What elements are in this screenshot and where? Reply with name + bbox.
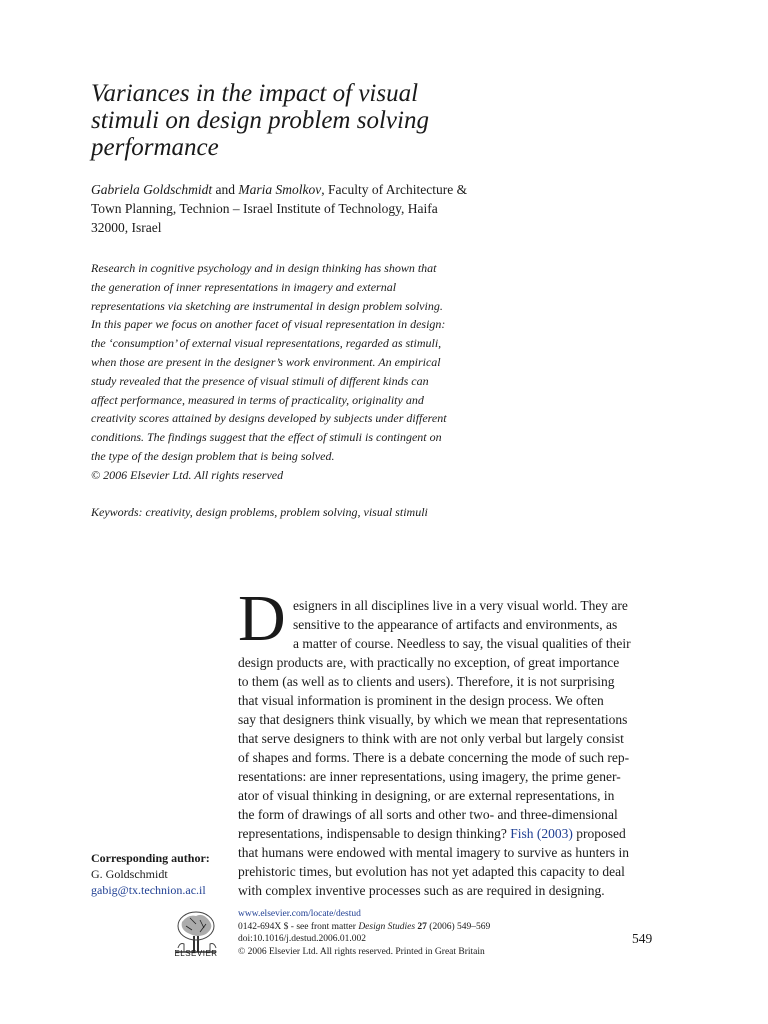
corresponding-author-name: G. Goldschmidt <box>91 867 168 881</box>
corresponding-author-email[interactable]: gabig@tx.technion.ac.il <box>91 883 206 897</box>
body-line: sensitive to the appearance of artifacts and environments, as <box>293 617 618 632</box>
abstract-line: the generation of inner representations in imagery and external <box>91 279 397 294</box>
footer-issn-line: 0142-694X $ - see front matter Design Studies 27 (2006) 549–569 <box>238 921 491 932</box>
abstract-line: when those are present in the designer’s work environment. An empirical <box>91 354 441 369</box>
article-title <box>91 80 531 161</box>
abstract-line: affect performance, measured in terms of practicality, originality and <box>91 392 424 407</box>
body-line: a matter of course. Needless to say, the visual qualities of their <box>293 636 631 651</box>
keywords: Keywords: creativity, design problems, problem solving, visual stimuli <box>91 505 428 519</box>
author-name: Gabriela Goldschmidt <box>91 182 213 197</box>
abstract-line: study revealed that the presence of visual stimuli of different kinds can <box>91 373 429 388</box>
body-line: that serve designers to think with are not only verbal but largely consist <box>238 731 624 746</box>
body-line: esigners in all disciplines live in a very visual world. They are <box>293 598 628 613</box>
title-line: stimuli on design problem solving <box>91 107 429 134</box>
body-line: say that designers think visually, by which we mean that representations <box>238 712 628 727</box>
abstract-line: Research in cognitive psychology and in design thinking has shown that <box>91 261 437 275</box>
elsevier-logo-text: ELSEVIER <box>174 949 218 958</box>
affiliation: , Faculty of Architecture & <box>321 182 468 197</box>
abstract-line: creativity scores attained by designs developed by subjects under different <box>91 411 447 426</box>
body-line: ator of visual thinking in designing, or are external representations, in <box>238 788 615 803</box>
body-line: resentations: are inner representations, using imagery, the prime gener- <box>238 769 621 784</box>
drop-cap: D <box>238 582 286 655</box>
author-block: Gabriela Goldschmidt and Maria Smolkov, Faculty of Architecture & Town Planning, Technion – Israel Institute of Technology, Haifa 32000, Israel <box>91 180 541 237</box>
author-name: Maria Smolkov <box>238 182 322 197</box>
abstract-copyright: © 2006 Elsevier Ltd. All rights reserved <box>91 467 284 482</box>
body-paragraph <box>238 596 658 900</box>
journal-url-link[interactable]: www.elsevier.com/locate/destud <box>238 909 361 919</box>
body-line: design products are, with practically no exception, of great importance <box>238 655 620 670</box>
abstract <box>91 259 521 485</box>
body-line: of shapes and forms. There is a debate concerning the mode of such rep- <box>238 750 630 765</box>
body-line: that visual information is prominent in the design process. We often <box>238 693 604 708</box>
corresponding-author-label: Corresponding author: <box>91 851 210 865</box>
page-number: 549 <box>632 931 653 946</box>
affiliation: Town Planning, Technion – Israel Institute of Technology, Haifa <box>91 201 438 216</box>
title-line: Variances in the impact of visual <box>91 80 419 107</box>
title-line: performance <box>91 134 219 161</box>
abstract-line: the ‘consumption’ of external visual representations, regarded as stimuli, <box>91 336 442 351</box>
footer-doi: doi:10.1016/j.destud.2006.01.002 <box>238 934 366 944</box>
body-line: to them (as well as to clients and users). Therefore, it is not surprising <box>238 674 615 689</box>
affiliation: 32000, Israel <box>91 220 162 235</box>
abstract-line: representations via sketching are instrumental in design problem solving. <box>91 298 443 313</box>
footer-block <box>238 908 658 958</box>
abstract-line: In this paper we focus on another facet of visual representation in design: <box>91 317 446 332</box>
corresponding-author-block <box>91 850 241 898</box>
abstract-line: the type of the design problem that is being solved. <box>91 448 335 463</box>
footer-copyright: © 2006 Elsevier Ltd. All rights reserved. Printed in Great Britain <box>238 946 485 957</box>
body-line: the form of drawings of all sorts and other two- and three-dimensional <box>238 807 618 822</box>
body-line: representations, indispensable to design thinking? Fish (2003) proposed <box>238 826 626 841</box>
citation-link-fish-2003[interactable]: Fish (2003) <box>510 826 573 841</box>
body-line: with complex inventive processes such as are required in designing. <box>238 883 605 898</box>
body-line: prehistoric times, but evolution has not yet adapted this capacity to deal <box>238 864 625 879</box>
body-line: that humans were endowed with mental imagery to survive as hunters in <box>238 845 630 860</box>
abstract-line: conditions. The findings suggest that the effect of stimuli is contingent on <box>91 430 442 445</box>
